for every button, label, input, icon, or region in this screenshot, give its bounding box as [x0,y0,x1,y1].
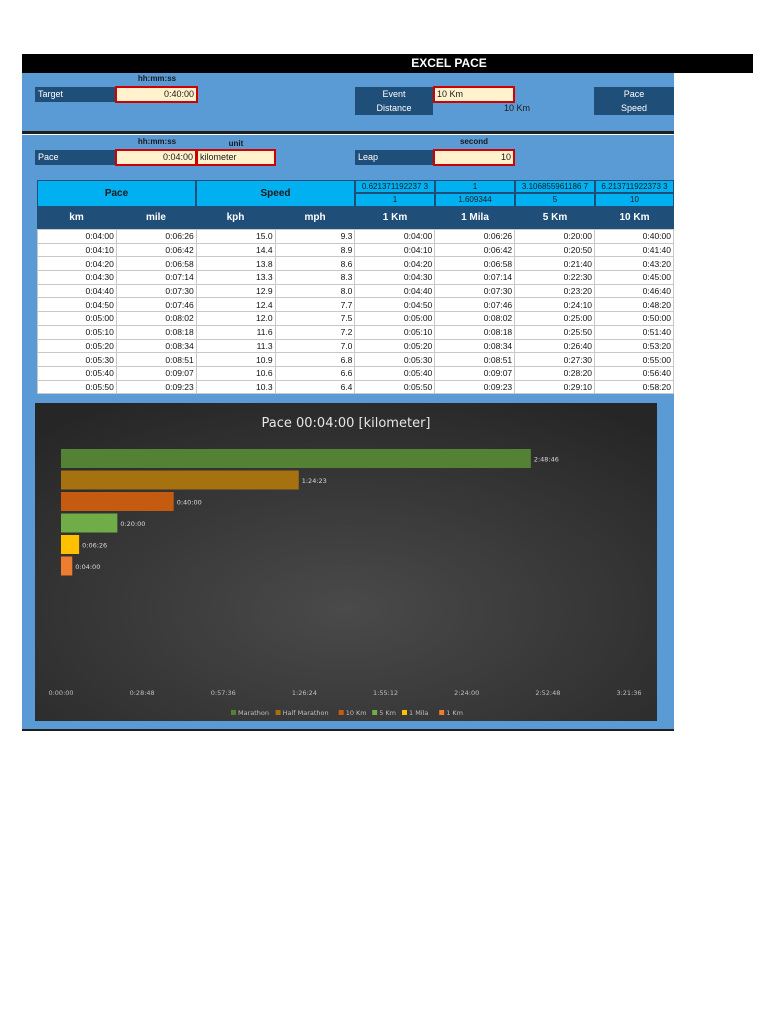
table-cell-kph: 10.9 [196,353,275,367]
distance-label: Distance [355,101,433,115]
table-cell-5-km: 0:25:00 [515,312,595,326]
table-cell-10-km: 0:58:20 [595,380,674,394]
table-cell-km: 0:04:10 [38,243,117,257]
table-cell-mph: 6.4 [275,380,355,394]
table-cell-kph: 12.9 [196,284,275,298]
table-cell-10-km: 0:45:00 [595,271,674,285]
distance-1km: 1 [355,193,435,207]
table-cell-1-km: 0:04:40 [355,284,435,298]
table-cell-km: 0:05:00 [38,312,117,326]
table-cell-10-km: 0:48:20 [595,298,674,312]
table-cell-5-km: 0:21:40 [515,257,595,271]
table-cell-1-mila: 0:07:30 [435,284,515,298]
table-cell-1-km: 0:04:10 [355,243,435,257]
pace-format-label: hh:mm:ss [137,137,177,146]
table-cell-kph: 11.3 [196,339,275,353]
table-cell-mph: 8.6 [275,257,355,271]
table-row [38,353,674,367]
table-cell-1-km: 0:05:40 [355,366,435,380]
speed-group-header: Speed [196,180,355,207]
event-select[interactable]: 10 Km [433,86,515,103]
table-cell-1-km: 0:05:30 [355,353,435,367]
table-cell-mile: 0:08:34 [116,339,196,353]
table-cell-10-km: 0:56:40 [595,366,674,380]
table-cell-mph: 8.0 [275,284,355,298]
title-bar [22,54,753,73]
table-cell-km: 0:05:20 [38,339,117,353]
table-row [38,230,674,244]
x-tick-label: 2:24:00 [454,689,480,697]
table-cell-km: 0:04:50 [38,298,117,312]
pace-table [37,229,674,394]
table-cell-mile: 0:09:23 [116,380,196,394]
table-cell-1-mila: 0:06:26 [435,230,515,244]
col-header-km: km [37,207,116,229]
second-header: second [459,137,488,146]
chart-title: Pace 00:04:00 [kilometer] [261,416,431,431]
table-cell-mph: 9.3 [275,230,355,244]
x-tick-label: 0:57:36 [210,689,236,697]
table-cell-1-mila: 0:09:23 [435,380,515,394]
table-cell-mph: 7.2 [275,325,355,339]
table-cell-1-km: 0:05:00 [355,312,435,326]
bar-1-km [61,557,72,576]
speed-result-label: Speed [594,101,674,115]
bar-half-marathon [61,471,299,490]
table-cell-1-mila: 0:08:02 [435,312,515,326]
legend-label: 5 Km [379,709,396,717]
conv-factor-5km: 3.106855961186 7 [515,180,595,193]
table-row [38,257,674,271]
legend-label: 1 Mila [409,709,429,717]
pace-label: Pace [35,150,115,165]
table-row [38,284,674,298]
bar-10-km [61,492,174,511]
table-cell-kph: 14.4 [196,243,275,257]
legend-label: Marathon [238,709,270,717]
table-cell-mile: 0:07:46 [116,298,196,312]
table-cell-5-km: 0:29:10 [515,380,595,394]
table-cell-km: 0:04:20 [38,257,117,271]
page-title: EXCEL PACE [411,56,487,70]
distance-10km: 10 [595,193,674,207]
table-cell-1-mila: 0:06:42 [435,243,515,257]
table-cell-mile: 0:06:58 [116,257,196,271]
table-row [38,312,674,326]
table-cell-1-mila: 0:07:46 [435,298,515,312]
unit-header: unit [228,139,244,148]
table-cell-10-km: 0:55:00 [595,353,674,367]
table-cell-km: 0:05:50 [38,380,117,394]
conv-factor-10km: 6.213711922373 3 [595,180,674,193]
pace-group-header: Pace [37,180,196,207]
table-row [38,339,674,353]
bar-1-mila [61,535,79,554]
table-cell-1-mila: 0:08:51 [435,353,515,367]
table-cell-kph: 15.0 [196,230,275,244]
table-cell-mph: 7.5 [275,312,355,326]
table-cell-1-mila: 0:06:58 [435,257,515,271]
col-header-1mila: 1 Mila [435,207,515,229]
table-cell-mph: 8.9 [275,243,355,257]
table-cell-10-km: 0:53:20 [595,339,674,353]
table-cell-5-km: 0:28:20 [515,366,595,380]
panel-bottom-border [22,729,674,731]
legend-label: 1 Km [446,709,463,717]
x-tick-label: 3:21:36 [616,689,642,697]
col-header-mph: mph [275,207,355,229]
col-header-10km: 10 Km [595,207,674,229]
table-cell-mile: 0:08:02 [116,312,196,326]
legend-swatch [231,710,236,715]
table-cell-mile: 0:08:51 [116,353,196,367]
table-cell-mile: 0:06:26 [116,230,196,244]
table-cell-kph: 10.6 [196,366,275,380]
x-tick-label: 1:26:24 [291,689,317,697]
table-cell-km: 0:05:40 [38,366,117,380]
table-cell-mile: 0:09:07 [116,366,196,380]
table-cell-mph: 7.7 [275,298,355,312]
table-cell-10-km: 0:51:40 [595,325,674,339]
table-cell-kph: 12.4 [196,298,275,312]
distance-1mila: 1.609344 [435,193,515,207]
table-cell-mph: 8.3 [275,271,355,285]
table-cell-1-km: 0:04:50 [355,298,435,312]
bar-label-1-mila: 0:06:26 [82,541,108,550]
distance-5km: 5 [515,193,595,207]
table-cell-kph: 11.6 [196,325,275,339]
target-label: Target [35,87,115,102]
table-cell-km: 0:04:00 [38,230,117,244]
bar-label-5-km: 0:20:00 [120,520,146,528]
table-cell-5-km: 0:22:30 [515,271,595,285]
table-row [38,243,674,257]
pace-result-label: Pace [594,87,674,101]
col-header-1km: 1 Km [355,207,435,229]
table-cell-10-km: 0:43:20 [595,257,674,271]
x-tick-label: 2:52:48 [535,689,561,697]
pace-input[interactable]: 0:04:00 [115,149,197,166]
table-cell-km: 0:05:10 [38,325,117,339]
table-cell-mile: 0:06:42 [116,243,196,257]
panel-divider [22,131,674,134]
table-cell-kph: 13.3 [196,271,275,285]
table-cell-10-km: 0:41:40 [595,243,674,257]
legend-swatch [339,710,344,715]
table-row [38,325,674,339]
table-cell-10-km: 0:40:00 [595,230,674,244]
table-cell-mph: 6.6 [275,366,355,380]
table-cell-mph: 7.0 [275,339,355,353]
table-cell-mile: 0:08:18 [116,325,196,339]
table-cell-1-mila: 0:07:14 [435,271,515,285]
table-cell-10-km: 0:46:40 [595,284,674,298]
table-cell-mile: 0:07:14 [116,271,196,285]
conv-factor-1mila: 1 [435,180,515,193]
x-tick-label: 0:28:48 [129,689,155,697]
table-cell-km: 0:04:40 [38,284,117,298]
x-tick-label: 1:55:12 [373,689,399,697]
col-header-5km: 5 Km [515,207,595,229]
bar-5-km [61,514,117,533]
conv-factor-1km: 0.621371192237 3 [355,180,435,193]
target-format-label: hh:mm:ss [137,74,177,83]
bar-label-10-km: 0:40:00 [176,498,202,507]
col-header-mile: mile [116,207,196,229]
table-cell-1-km: 0:05:20 [355,339,435,353]
bar-marathon [61,449,531,468]
legend-swatch [402,710,407,715]
table-cell-5-km: 0:25:50 [515,325,595,339]
legend-swatch [372,710,377,715]
table-cell-mile: 0:07:30 [116,284,196,298]
pace-chart [35,403,657,721]
table-cell-km: 0:04:30 [38,271,117,285]
table-cell-1-mila: 0:08:18 [435,325,515,339]
event-label: Event [355,87,433,101]
table-cell-1-km: 0:05:10 [355,325,435,339]
table-cell-5-km: 0:23:20 [515,284,595,298]
table-cell-1-mila: 0:08:34 [435,339,515,353]
table-cell-1-mila: 0:09:07 [435,366,515,380]
table-cell-5-km: 0:24:10 [515,298,595,312]
table-cell-5-km: 0:27:30 [515,353,595,367]
legend-label: Half Marathon [282,709,329,717]
table-cell-1-km: 0:04:30 [355,271,435,285]
bar-label-half-marathon: 1:24:23 [301,477,327,485]
table-cell-km: 0:05:30 [38,353,117,367]
unit-select[interactable]: kilometer [196,149,276,166]
bar-label-marathon: 2:48:46 [533,455,559,464]
table-cell-kph: 12.0 [196,312,275,326]
table-cell-1-km: 0:04:00 [355,230,435,244]
table-cell-mph: 6.8 [275,353,355,367]
legend-swatch [276,710,281,715]
leap-label: Leap [355,150,433,165]
table-row [38,271,674,285]
table-cell-1-km: 0:05:50 [355,380,435,394]
distance-value: 10 Km [503,103,530,113]
table-cell-1-km: 0:04:20 [355,257,435,271]
bar-label-1-km: 0:04:00 [75,563,101,571]
table-cell-kph: 13.8 [196,257,275,271]
table-cell-5-km: 0:26:40 [515,339,595,353]
table-row [38,380,674,394]
table-cell-5-km: 0:20:00 [515,230,595,244]
x-tick-label: 0:00:00 [48,689,74,697]
table-cell-10-km: 0:50:00 [595,312,674,326]
table-cell-kph: 10.3 [196,380,275,394]
col-header-kph: kph [196,207,275,229]
legend-swatch [439,710,444,715]
legend-label: 10 Km [345,709,367,717]
table-row [38,366,674,380]
table-cell-5-km: 0:20:50 [515,243,595,257]
target-input[interactable]: 0:40:00 [115,86,198,103]
leap-input[interactable]: 10 [433,149,515,166]
table-row [38,298,674,312]
